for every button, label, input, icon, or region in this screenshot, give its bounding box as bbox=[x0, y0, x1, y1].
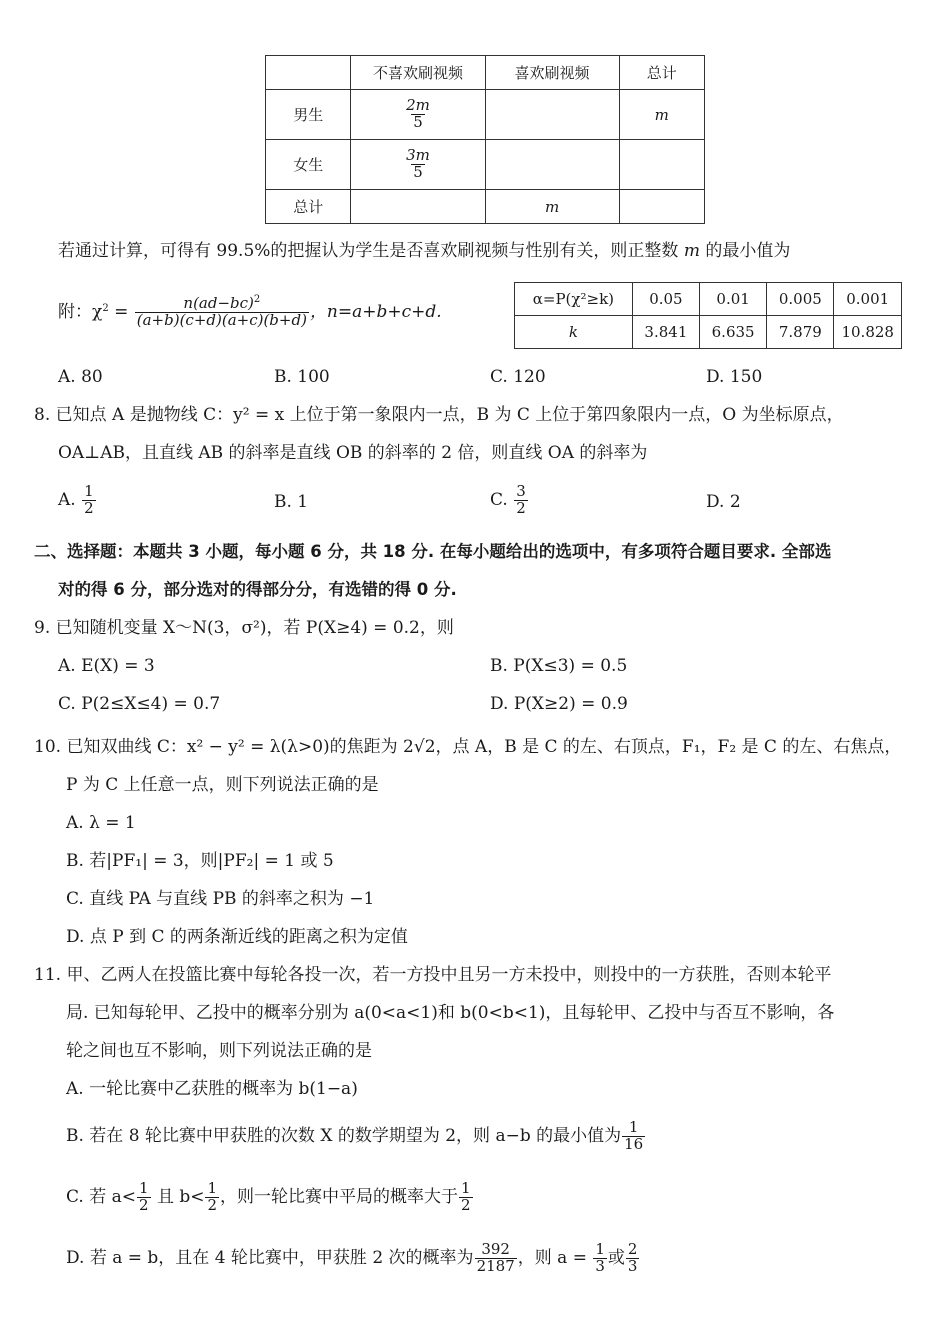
table-row bbox=[266, 90, 705, 140]
table-cell: 0.005 bbox=[767, 283, 834, 316]
q7-option-b: B. 100 bbox=[274, 367, 330, 387]
q10-stem-line1: 10. 已知双曲线 C：x² − y² = λ(λ>0)的焦距为 2√2，点 A，B 是 C 的左、右顶点，F₁，F₂ 是 C 的左、右焦点， bbox=[34, 737, 902, 757]
table-cell: $\frac{3m}{5}$ bbox=[351, 140, 485, 190]
table-cell bbox=[619, 190, 704, 224]
q11-option-b: B. 若在 8 轮比赛中甲获胜的次数 X 的数学期望为 2，则 a−b 的最小值为 $\frac{1}{16}$ bbox=[66, 1118, 644, 1153]
section2-heading-line2: 对的得 6 分，部分选对的得部分分，有选错的得 0 分. bbox=[58, 580, 457, 599]
table-cell: 0.01 bbox=[700, 283, 767, 316]
q10-option-a: A. λ = 1 bbox=[66, 813, 136, 833]
table-corner bbox=[266, 56, 351, 90]
table-cell bbox=[485, 140, 619, 190]
critical-value-table bbox=[514, 282, 902, 349]
q9-option-a: A. E(X) = 3 bbox=[58, 656, 155, 676]
table-header: 总计 bbox=[619, 56, 704, 90]
table-cell: 0.05 bbox=[632, 283, 699, 316]
q7-option-a: A. 80 bbox=[58, 367, 103, 387]
q10-option-d: D. 点 P 到 C 的两条渐近线的距离之积为定值 bbox=[66, 927, 408, 947]
table-cell: m bbox=[485, 190, 619, 224]
table-cell: $\frac{2m}{5}$ bbox=[351, 90, 485, 140]
table-cell bbox=[351, 190, 485, 224]
table-header: 喜欢刷视频 bbox=[485, 56, 619, 90]
q8-option-b: B. 1 bbox=[274, 492, 309, 512]
table-header: 不喜欢刷视频 bbox=[351, 56, 485, 90]
q11-stem-line3: 轮之间也互不影响，则下列说法正确的是 bbox=[66, 1041, 372, 1061]
q9-option-c: C. P(2≤X≤4) = 0.7 bbox=[58, 694, 221, 714]
q8-stem-line1: 8. 已知点 A 是抛物线 C：y² = x 上位于第一象限内一点，B 为 C 上位于第四象限内一点，O 为坐标原点， bbox=[34, 405, 844, 425]
q11-stem-line2: 局. 已知每轮甲、乙投中的概率分别为 a(0<a<1)和 b(0<b<1)，且每轮甲、乙投中与否互不影响，各 bbox=[66, 1003, 835, 1023]
row-label: 男生 bbox=[266, 90, 351, 140]
table-cell bbox=[485, 90, 619, 140]
q8-option-d: D. 2 bbox=[706, 492, 741, 512]
contingency-table bbox=[265, 55, 705, 224]
q10-option-c: C. 直线 PA 与直线 PB 的斜率之积为 −1 bbox=[66, 889, 375, 909]
table-cell: m bbox=[619, 90, 704, 140]
q7-option-d: D. 150 bbox=[706, 367, 763, 387]
table-cell: 6.635 bbox=[700, 316, 767, 349]
q9-option-b: B. P(X≤3) = 0.5 bbox=[490, 656, 628, 676]
table-row bbox=[266, 190, 705, 224]
alpha-label: α=P(χ²≥k) bbox=[515, 283, 633, 316]
q9-stem: 9. 已知随机变量 X～N(3，σ²)，若 P(X≥4) = 0.2，则 bbox=[34, 618, 454, 638]
q10-option-b: B. 若|PF₁| = 3，则|PF₂| = 1 或 5 bbox=[66, 851, 334, 871]
q11-option-a: A. 一轮比赛中乙获胜的概率为 b(1−a) bbox=[66, 1079, 358, 1099]
table-cell: 10.828 bbox=[834, 316, 902, 349]
table-cell: 3.841 bbox=[632, 316, 699, 349]
k-label: k bbox=[515, 316, 633, 349]
table-cell: 7.879 bbox=[767, 316, 834, 349]
section2-heading-line1: 二、选择题：本题共 3 小题，每小题 6 分，共 18 分. 在每小题给出的选项中，有多项符合题目要求. 全部选 bbox=[34, 542, 832, 561]
q10-stem-line2: P 为 C 上任意一点，则下列说法正确的是 bbox=[66, 775, 379, 795]
chi-square-formula: 附：$\chi^2$ = $\frac{n(ad-bc)^2}{(a+b)(c+d)(a+c)(b+d)}$ ，n=a+b+c+d. bbox=[58, 294, 442, 329]
q11-option-d: D. 若 a = b，且在 4 轮比赛中，甲获胜 2 次的概率为 $\frac{392}{2187}$ ，则 a = $\frac{1}{3}$ 或 $\frac{2}{3}$ bbox=[66, 1240, 638, 1275]
row-label: 总计 bbox=[266, 190, 351, 224]
q7-stem: 若通过计算，可得有 99.5%的把握认为学生是否喜欢刷视频与性别有关，则正整数 m 的最小值为 bbox=[58, 241, 791, 261]
row-label: 女生 bbox=[266, 140, 351, 190]
q9-option-d: D. P(X≥2) = 0.9 bbox=[490, 694, 628, 714]
q8-stem-line2: OA⊥AB，且直线 AB 的斜率是直线 OB 的斜率的 2 倍，则直线 OA 的斜率为 bbox=[58, 443, 648, 463]
table-cell bbox=[619, 140, 704, 190]
q8-option-a: A. $\frac{1}{2}$ bbox=[58, 482, 94, 517]
q11-option-c: C. 若 a< $\frac{1}{2}$ 且 b< $\frac{1}{2}$ ，则一轮比赛中平局的概率大于 $\frac{1}{2}$ bbox=[66, 1179, 471, 1214]
table-cell: 0.001 bbox=[834, 283, 902, 316]
q8-option-c: C. $\frac{3}{2}$ bbox=[490, 482, 526, 517]
table-row bbox=[266, 140, 705, 190]
q11-stem-line1: 11. 甲、乙两人在投篮比赛中每轮各投一次，若一方投中且另一方未投中，则投中的一方获胜，否则本轮平 bbox=[34, 965, 832, 985]
q7-option-c: C. 120 bbox=[490, 367, 546, 387]
